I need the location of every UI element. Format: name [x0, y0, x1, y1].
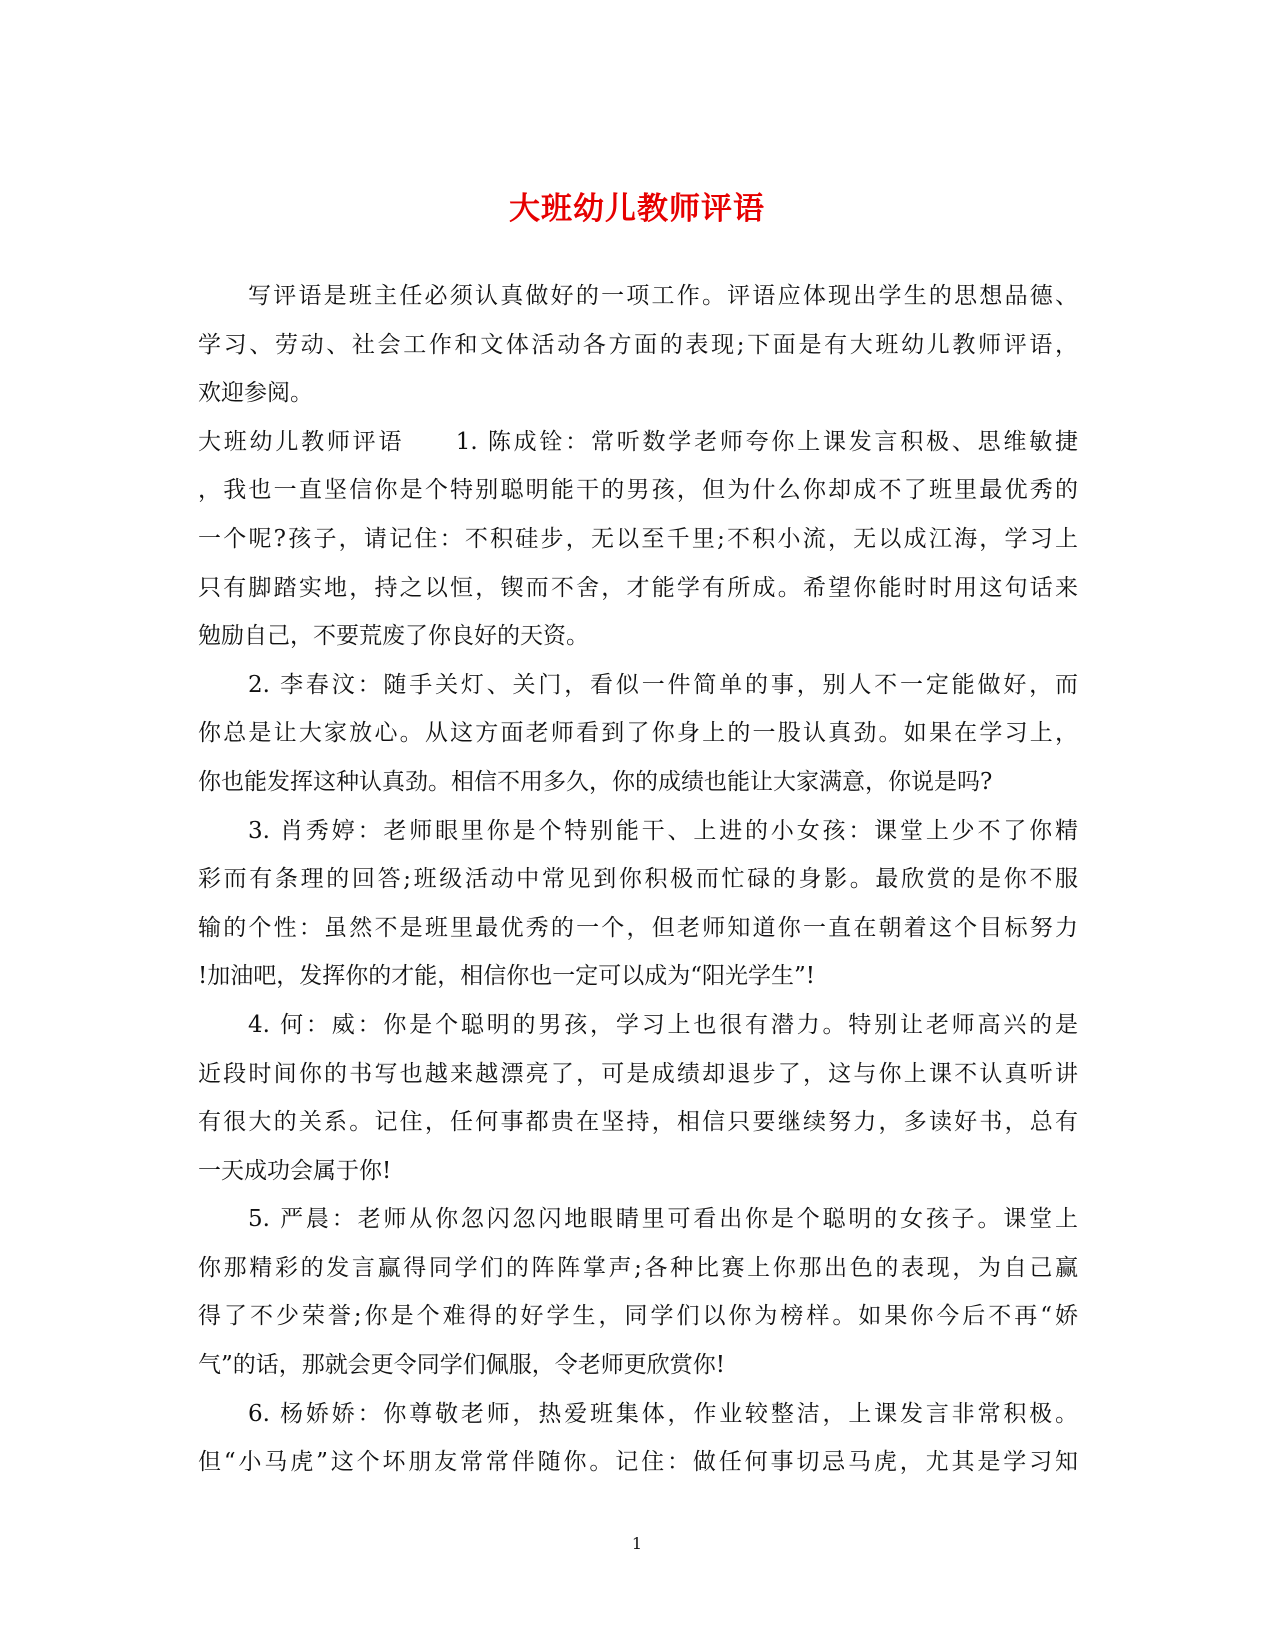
paragraph — [198, 661, 1078, 807]
text-line: 勉励自己，不要荒废了你良好的天资。 — [198, 623, 589, 650]
text-line: 近段时间你的书写也越来越漂亮了，可是成绩却退步了，这与你上课不认真听讲 — [198, 1060, 1078, 1087]
paragraph — [198, 807, 1078, 1001]
text-line: 6. 杨娇娇：你尊敬老师，热爱班集体，作业较整洁，上课发言非常积极。 — [248, 1400, 1078, 1427]
text-line: 你那精彩的发言赢得同学们的阵阵掌声;各种比赛上你那出色的表现，为自己赢 — [198, 1254, 1078, 1281]
text-line: ，我也一直坚信你是个特别聪明能干的男孩，但为什么你却成不了班里最优秀的 — [198, 477, 1078, 504]
text-line: 输的个性：虽然不是班里最优秀的一个，但老师知道你一直在朝着这个目标努力 — [198, 914, 1078, 941]
text-line: 你总是让大家放心。从这方面老师看到了你身上的一股认真劲。如果在学习上， — [198, 720, 1078, 747]
text-line: 你也能发挥这种认真劲。相信不用多久，你的成绩也能让大家满意，你说是吗? — [198, 768, 993, 795]
text-line: 学习、劳动、社会工作和文体活动各方面的表现;下面是有大班幼儿教师评语， — [198, 331, 1078, 358]
paragraph — [198, 272, 1078, 418]
text-line: 4. 何：威：你是个聪明的男孩，学习上也很有潜力。特别让老师高兴的是 — [248, 1011, 1078, 1038]
text-line: 写评语是班主任必须认真做好的一项工作。评语应体现出学生的思想品德、 — [248, 283, 1078, 309]
document-body — [198, 272, 1078, 1487]
paragraph — [198, 1195, 1078, 1389]
paragraph — [198, 418, 1078, 661]
text-line: 大班幼儿教师评语 1. 陈成铨：常听数学老师夸你上课发言积极、思维敏捷 — [198, 428, 1078, 455]
text-line: 欢迎参阅。 — [198, 380, 313, 407]
text-line: 气”的话，那就会更令同学们佩服，令老师更欣赏你! — [198, 1352, 726, 1379]
text-line: 只有脚踏实地，持之以恒，锲而不舍，才能学有所成。希望你能时时用这句话来 — [198, 574, 1078, 601]
paragraph — [198, 1001, 1078, 1195]
text-line: 5. 严晨：老师从你忽闪忽闪地眼睛里可看出你是个聪明的女孩子。课堂上 — [248, 1206, 1078, 1233]
text-line: 得了不少荣誉;你是个难得的好学生，同学们以你为榜样。如果你今后不再“娇 — [198, 1303, 1078, 1330]
text-line: 彩而有条理的回答;班级活动中常见到你积极而忙碌的身影。最欣赏的是你不服 — [198, 866, 1078, 893]
document-title: 大班幼儿教师评语 — [509, 190, 765, 227]
text-line: 一个呢?孩子，请记住：不积硅步，无以至千里;不积小流，无以成江海，学习上 — [198, 525, 1078, 552]
text-line: !加油吧，发挥你的才能，相信你也一定可以成为“阳光学生”! — [198, 963, 816, 990]
text-line: 2. 李春汶：随手关灯、关门，看似一件简单的事，别人不一定能做好，而 — [248, 671, 1078, 698]
paragraph — [198, 1390, 1078, 1487]
page-number: 1 — [631, 1534, 643, 1553]
text-line: 一天成功会属于你! — [198, 1157, 392, 1184]
text-line: 3. 肖秀婷：老师眼里你是个特别能干、上进的小女孩：课堂上少不了你精 — [248, 817, 1078, 844]
text-line: 有很大的关系。记住，任何事都贵在坚持，相信只要继续努力，多读好书，总有 — [198, 1109, 1078, 1136]
text-line: 但“小马虎”这个坏朋友常常伴随你。记住：做任何事切忌马虎，尤其是学习知 — [198, 1449, 1078, 1476]
